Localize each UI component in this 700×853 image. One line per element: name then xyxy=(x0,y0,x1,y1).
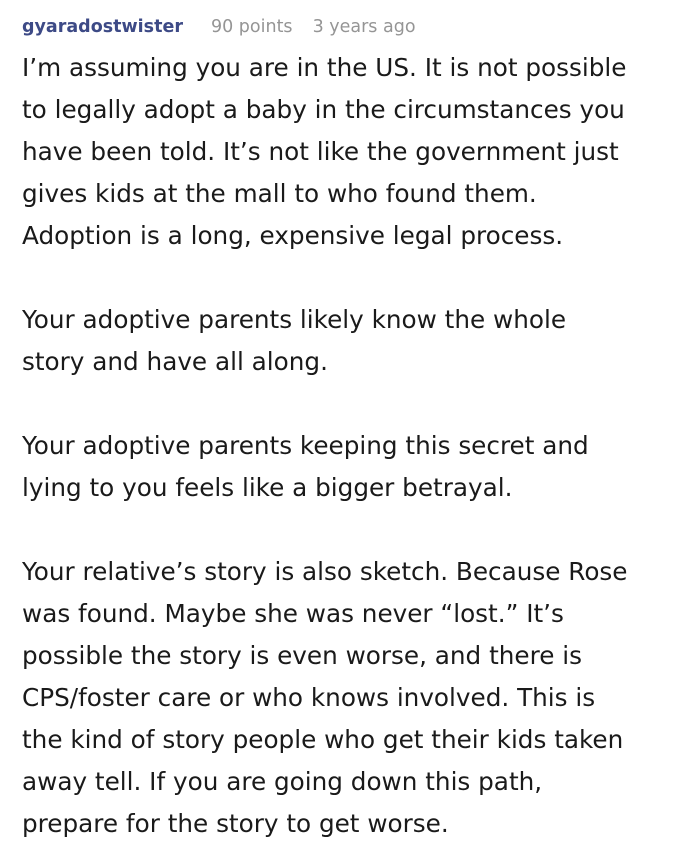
text-line: to legally adopt a baby in the circumstances you xyxy=(22,95,625,124)
text-line: possible the story is even worse, and there is xyxy=(22,641,582,670)
comment-paragraph xyxy=(22,299,692,383)
text-line: I’m assuming you are in the US. It is not possible xyxy=(22,53,627,82)
text-line: away tell. If you are going down this path, xyxy=(22,767,543,796)
text-line: have been told. It’s not like the government just xyxy=(22,137,619,166)
timestamp: 3 years ago xyxy=(312,17,416,37)
comment-paragraph xyxy=(22,551,692,845)
points-count: 90 points xyxy=(210,17,293,37)
text-line: the kind of story people who get their kids taken xyxy=(22,725,624,754)
author-link[interactable]: gyaradostwister xyxy=(22,17,183,37)
comment-paragraph xyxy=(22,47,692,257)
text-line: Adoption is a long, expensive legal process. xyxy=(22,221,564,250)
text-line: gives kids at the mall to who found them. xyxy=(22,179,537,208)
comment-paragraph xyxy=(22,425,692,509)
text-line: CPS/foster care or who knows involved. This is xyxy=(22,683,596,712)
comment-header xyxy=(22,17,416,45)
text-line: lying to you feels like a bigger betrayal. xyxy=(22,473,513,502)
text-line: Your adoptive parents keeping this secret and xyxy=(22,431,589,460)
text-line: story and have all along. xyxy=(22,347,328,376)
text-line: prepare for the story to get worse. xyxy=(22,809,449,838)
comment-body xyxy=(22,47,692,845)
text-line: Your adoptive parents likely know the whole xyxy=(22,305,567,334)
text-line: Your relative’s story is also sketch. Because Rose xyxy=(22,557,628,586)
text-line: was found. Maybe she was never “lost.” It’s xyxy=(22,599,564,628)
